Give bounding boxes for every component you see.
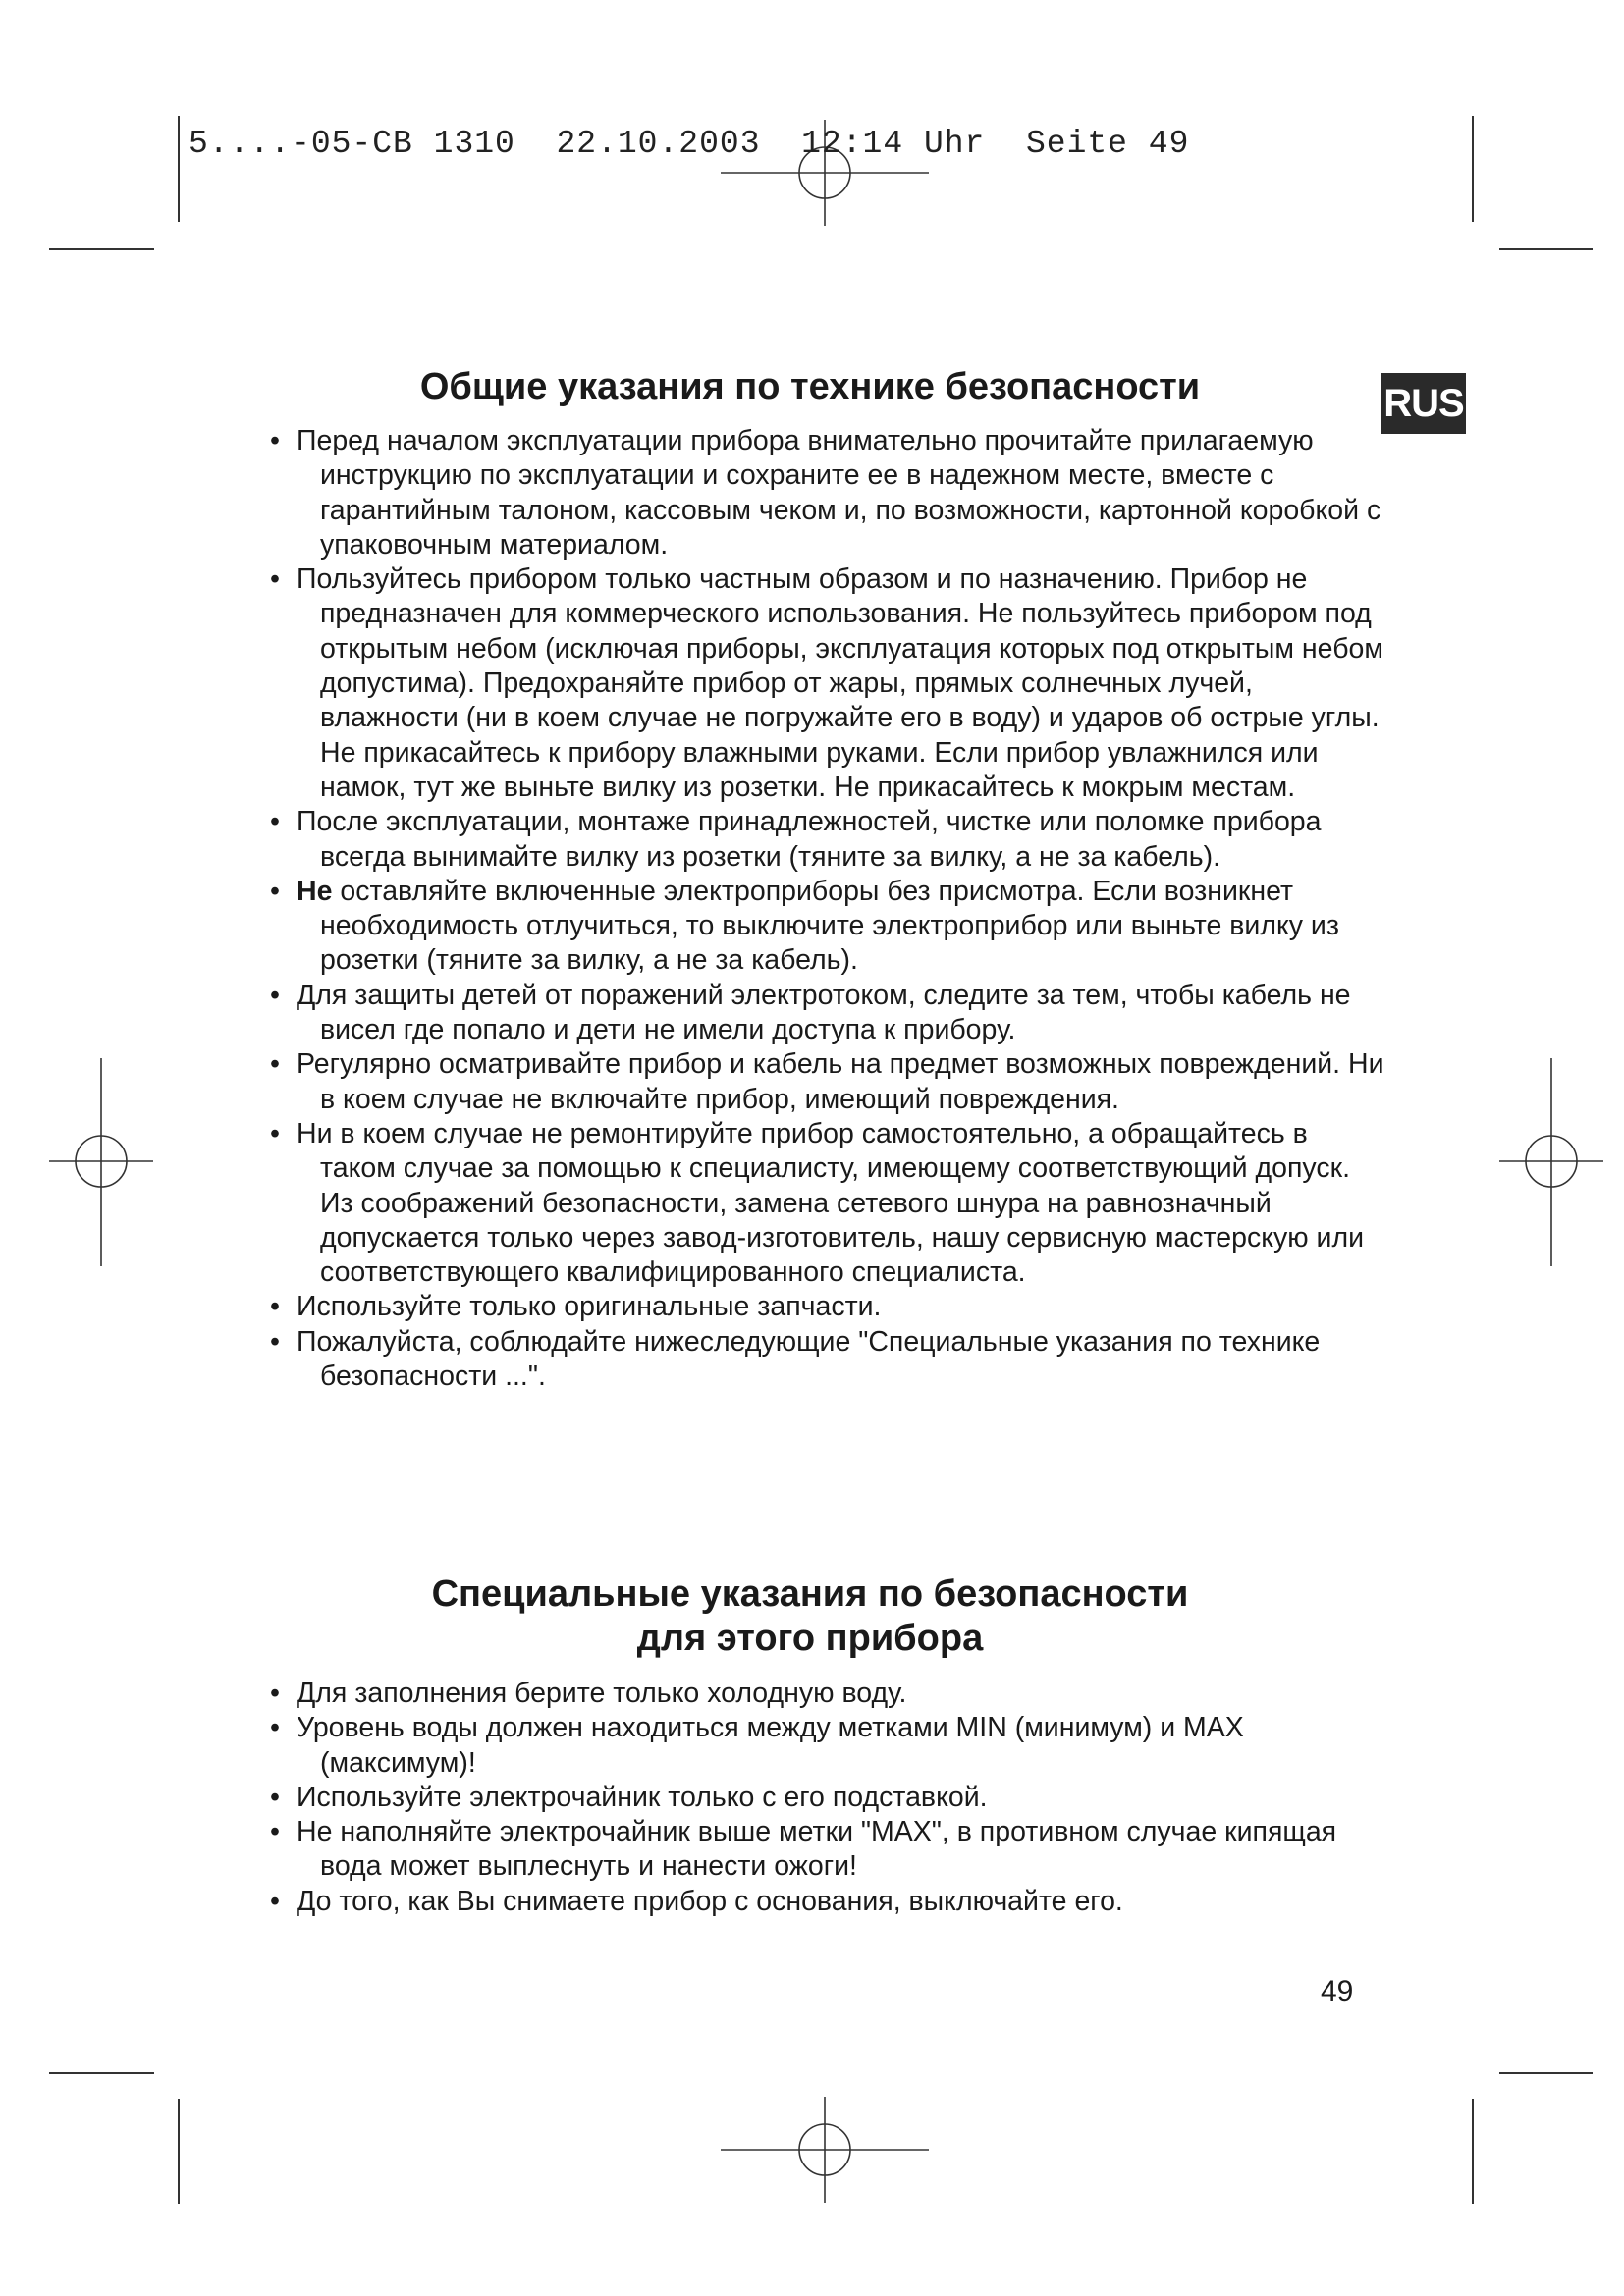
slug-time: 12:14 Uhr xyxy=(801,126,986,162)
special-safety-list xyxy=(265,1677,1384,1919)
bullet-icon: • xyxy=(270,1781,280,1813)
slug-file: 5....-05-CB 1310 xyxy=(189,126,515,162)
bullet-icon: • xyxy=(270,1117,280,1149)
bullet-icon: • xyxy=(270,425,280,456)
list-item: • Для заполнения берите только холодную воду. xyxy=(265,1677,1384,1711)
section-title-line-2: для этого прибора xyxy=(636,1618,984,1659)
list-item: • До того, как Вы снимаете прибор с основания, выключайте его. xyxy=(265,1885,1384,1919)
print-slug xyxy=(189,126,1189,162)
list-item: • Пожалуйста, соблюдайте нижеследующие "Специальные указания по технике безопасности ...". xyxy=(265,1325,1384,1395)
list-item: • Используйте только оригинальные запчасти. xyxy=(265,1290,1384,1324)
bullet-icon: • xyxy=(270,1291,280,1323)
section-title-general-safety: Общие указания по технике безопасности xyxy=(419,366,1201,407)
list-item: • После эксплуатации, монтаже принадлежностей, чистке или поломке прибора всегда вынимайте вилку из розетки (тяните за вилку, а не за кабель). xyxy=(265,805,1384,875)
slug-date: 22.10.2003 xyxy=(556,126,761,162)
list-item: • Используйте электрочайник только с его подставкой. xyxy=(265,1781,1384,1815)
language-badge: RUS xyxy=(1381,373,1466,434)
bullet-icon: • xyxy=(270,1885,280,1917)
list-item: • Для защиты детей от поражений электротоком, следите за тем, чтобы кабель не висел где попало и дети не имели доступа к прибору. xyxy=(265,979,1384,1048)
page-number: 49 xyxy=(1321,1975,1354,2007)
list-item: • Не наполняйте электрочайник выше метки "MAX", в противном случае кипящая вода может выплеснуть и нанести ожоги! xyxy=(265,1815,1384,1885)
section-title-line-1: Специальные указания по безопасности xyxy=(431,1574,1189,1615)
slug-page: Seite 49 xyxy=(1025,126,1190,162)
bullet-icon: • xyxy=(270,1325,280,1358)
registration-mark-left xyxy=(49,1058,153,1266)
list-item: • Регулярно осматривайте прибор и кабель на предмет возможных повреждений. Ни в коем случае не включайте прибор, имеющий повреждения. xyxy=(265,1047,1384,1117)
bullet-icon: • xyxy=(270,1816,280,1848)
bullet-icon: • xyxy=(270,1048,280,1081)
list-item: • Пользуйтесь прибором только частным образом и по назначению. Прибор не предназначен для коммерческого использования. Не пользуйтесь прибором под открытым небом (исключая приборы, эксплуатация которых под открытым небом допустима). Предохраняйте прибор от жары, прямых солнечных лучей, влажности (ни в коем случае не погружайте его в воду) и ударов об острые углы. Не прикасайтесь к прибору влажными руками. Если прибор увлажнился или намок, тут же выньте вилку из розетки. Не прикасайтесь к мокрым местам. xyxy=(265,562,1384,805)
bullet-icon: • xyxy=(270,875,280,907)
list-item: • Не оставляйте включенные электроприборы без присмотра. Если возникнет необходимость отлучиться, то выключите электроприбор или выньте вилку из розетки (тяните за вилку, а не за кабель). xyxy=(265,875,1384,979)
bullet-icon: • xyxy=(270,563,280,596)
list-item: • Уровень воды должен находиться между метками MIN (минимум) и MAX (максимум)! xyxy=(265,1711,1384,1781)
bullet-icon: • xyxy=(270,1678,280,1709)
bullet-icon: • xyxy=(270,806,280,838)
list-item: • Ни в коем случае не ремонтируйте прибор самостоятельно, а обращайтесь в таком случае за помощью к специалисту, имеющему соответствующий допуск. Из соображений безопасности, замена сетевого шнура на равнозначный допускается только через завод-изготовитель, нашу сервисную мастерскую или соответствующего квалифицированного специалиста. xyxy=(265,1117,1384,1290)
registration-mark-bottom xyxy=(721,2097,929,2203)
general-safety-list xyxy=(265,424,1384,1394)
section-title-special-safety xyxy=(245,1573,1375,1661)
bullet-icon: • xyxy=(270,979,280,1011)
registration-mark-right xyxy=(1499,1058,1603,1266)
list-item: • Перед началом эксплуатации прибора внимательно прочитайте прилагаемую инструкцию по эксплуатации и сохраните ее в надежном месте, вместе с гарантийным талоном, кассовым чеком и, по возможности, картонной коробкой с упаковочным материалом. xyxy=(265,424,1384,562)
bold-prefix: Не xyxy=(297,875,333,907)
bullet-icon: • xyxy=(270,1712,280,1744)
